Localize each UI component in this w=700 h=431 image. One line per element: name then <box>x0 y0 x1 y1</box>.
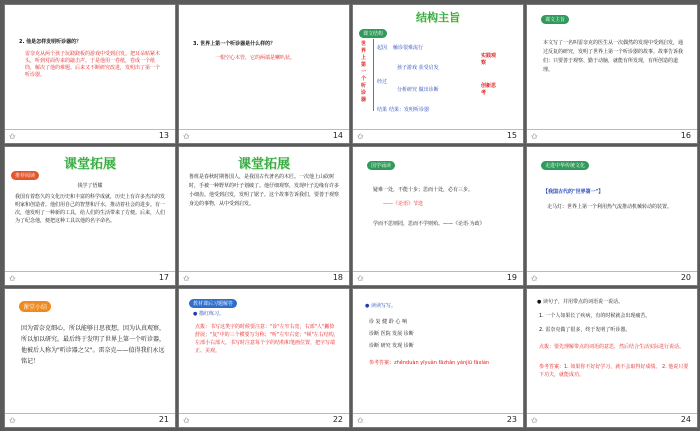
row-label-result: 结果 <box>377 107 388 113</box>
slide-thumbnail-22[interactable] <box>178 288 350 428</box>
question-text: 2. 他是怎样发明听诊器的？ <box>19 39 82 45</box>
slide-content <box>353 147 523 270</box>
example-sentence: 1. 一个人如果长了疾病，有的时候就会出现痛苦。 <box>539 313 651 319</box>
slide-star-icon: ✩ <box>531 132 538 141</box>
structure-note: 实践观察 <box>481 53 497 66</box>
story-text: 鲁班是春秋时期鲁国人，是我国古代著名的木匠。一次他上山砍树时，手被一种野草的叶子划破了。他仔细观察，发现叶子边缘有许多小细齿。他受到启发，发明了锯子。这个故事告诉我们，要善于观察身边的事物，从中受到启发。 <box>189 174 340 207</box>
footer-divider <box>353 271 523 272</box>
answer-text: 雷奈克从两个孩子玩跷跷板的游戏中受到启发。把耳朵贴紧木头，听到对面传来的敲击声。于是他用一卷纸，卷成一个纸筒，解决了他的难题。后来又不断研究改进，发明出了第一个听诊器。 <box>25 51 161 78</box>
slide-content <box>5 147 175 270</box>
slide-content <box>527 147 697 270</box>
footer-divider <box>527 271 697 272</box>
exercise-explanation: 点拨：要先理解带点的词语的意思，然后结合生活实际进行说话。 <box>539 344 685 350</box>
slide-title: 课堂拓展 <box>63 157 116 172</box>
slide-content <box>527 5 697 128</box>
slide-star-icon: ✩ <box>531 274 538 283</box>
question-text: 3. 世界上第一个听诊器是什么样的？ <box>193 41 276 47</box>
slide-content <box>353 289 523 412</box>
section-tag: 走进中华传统文化 <box>541 161 589 170</box>
footer-divider <box>5 413 175 414</box>
slide-content <box>527 289 697 412</box>
exercise-prompt: ● 读句子，并用带点的词语说一说话。 <box>537 299 623 305</box>
slide-number: 16 <box>680 131 691 140</box>
slide-number: 22 <box>332 415 343 424</box>
word-row: 诊断 研究 发现 诊断 <box>369 343 414 349</box>
footer-divider <box>527 413 697 414</box>
slide-content <box>179 289 349 412</box>
exercise-prompt: ● 读读写写。 <box>365 303 396 309</box>
footer-divider <box>353 413 523 414</box>
slide-content <box>353 5 523 128</box>
slide-title: 课堂拓展 <box>237 157 290 172</box>
slide-star-icon: ✩ <box>357 274 364 283</box>
culture-heading: 【我国古代的"世界第一"】 <box>543 189 604 195</box>
row-label-cause: 起因 <box>377 45 388 51</box>
structure-row: 触诊很难流行 <box>393 45 424 51</box>
slide-number: 21 <box>158 415 169 424</box>
culture-text: 走马灯：世界上第一个利用热气流推动机械转动的装置。 <box>547 204 673 210</box>
story-text: 我国有着悠久的文化历史和丰富的科学成就，历史上有许多杰出的发明家和创造者。他们用自己的智慧和汗水，推动着社会的进步。有一次，他发明了一种新的工具，给人们的生活带来了方便。后来，人们为了纪念他，便把这种工具以他的名字命名。 <box>15 194 166 224</box>
footer-divider <box>179 129 349 130</box>
answer-text: 一根空心木管，它的两端是喇叭状。 <box>215 55 296 61</box>
slide-star-icon: ✩ <box>183 274 190 283</box>
slide-star-icon: ✩ <box>531 416 538 425</box>
exercise-explanation: 点拨：书写这类字的时候要注意："诊"左窄右宽，右部"人"撇捺舒展；"复"中的三个横要写匀称；"听"左窄右宽；"顿"左右结构，左部小右部大。书写时注意每个字的结构和笔画位置，把字写端正、美观。 <box>195 324 339 354</box>
slide-number: 24 <box>680 415 691 424</box>
exercise-prompt: ● 描红练习。 <box>193 311 224 317</box>
slide-number: 15 <box>506 131 517 140</box>
footer-divider <box>179 271 349 272</box>
footer-divider <box>5 129 175 130</box>
footer-divider <box>179 413 349 414</box>
slide-thumbnail-20[interactable] <box>526 146 698 286</box>
word-row: 诊断 医院 发展 诊断 <box>369 331 414 337</box>
slide-number: 14 <box>332 131 343 140</box>
recitation-source: ——《论语》节选 <box>383 201 424 207</box>
slide-star-icon: ✩ <box>183 416 190 425</box>
slide-thumbnail-24[interactable] <box>526 288 698 428</box>
slide-content <box>5 5 175 128</box>
story-title: 钱学了悟耀 <box>77 183 103 189</box>
slide-number: 19 <box>506 273 517 282</box>
section-tag: 课堂小结 <box>19 301 51 312</box>
structure-row: 结果：发明听诊器 <box>389 107 430 113</box>
slide-star-icon: ✩ <box>357 416 364 425</box>
slide-content <box>5 289 175 412</box>
footer-divider <box>5 271 175 272</box>
slide-thumbnail-18[interactable] <box>178 146 350 286</box>
section-tag: 教材课后习题解答 <box>189 299 237 308</box>
recitation-line: 疑难一处，不能十步；思而十处，必有三步。 <box>373 187 474 193</box>
footer-divider <box>527 129 697 130</box>
section-tag: 国学诵读 <box>367 161 395 170</box>
reference-answer: 参考答案：zhěnduàn yīyuàn fāzhǎn yánjiū fāxiàn <box>369 360 490 366</box>
slide-number: 18 <box>332 273 343 282</box>
slide-star-icon: ✩ <box>357 132 364 141</box>
section-tag: 推荐阅读 <box>11 171 39 180</box>
section-tag: 课文结构 <box>359 29 387 38</box>
slide-number: 20 <box>680 273 691 282</box>
structure-row: 孩子游戏 获受启发 <box>397 65 439 71</box>
footer-divider <box>353 129 523 130</box>
section-tag: 课文主旨 <box>541 15 569 24</box>
structure-topic: 世界上第一个听诊器 <box>361 41 367 103</box>
slide-number: 23 <box>506 415 517 424</box>
slide-number: 17 <box>158 273 169 282</box>
structure-note: 创新思考 <box>481 83 497 96</box>
slide-thumbnail-19[interactable] <box>352 146 524 286</box>
slide-star-icon: ✩ <box>9 416 16 425</box>
slide-thumbnail-17[interactable] <box>4 146 176 286</box>
slide-content <box>179 147 349 270</box>
example-sentence: 2. 雷奈克做了很多，终于发明了听诊器。 <box>539 327 631 333</box>
structure-bracket <box>373 39 374 111</box>
summary-text: 因为雷奈克细心，所以能够日思夜想，因为认真观察，所以加以研究。最后终于发明了世界上第一个听诊器，他被后人称为"听诊器之父"。雷奈克——值得我们永远铭记！ <box>21 325 166 365</box>
word-row: 诊 复 健 聆 心 响 <box>369 319 407 325</box>
slide-star-icon: ✩ <box>9 274 16 283</box>
summary-text: 本文写了一名叫雷奈克的医生从一次偶然的发现中受到启发，通过反复的研究，发明了世界上第一个听诊器的故事。故事告诉我们：只要善于观察、勤于动脑，就能有所发现，有所创造的道理。 <box>543 40 684 73</box>
slide-content <box>179 5 349 128</box>
slide-star-icon: ✩ <box>183 132 190 141</box>
slide-thumbnail-21[interactable] <box>4 288 176 428</box>
slide-thumbnail-14[interactable] <box>178 4 350 144</box>
reference-answer: 参考答案：1. 如果你不好好学习，就不会取得好成绩。 2. 他说只要下功夫，就能成功。 <box>539 364 689 378</box>
row-label-process: 经过 <box>377 79 388 85</box>
slide-title: 结构主旨 <box>416 11 460 24</box>
slide-thumbnail-16[interactable] <box>526 4 698 144</box>
slide-number: 13 <box>158 131 169 140</box>
recitation-line: 学而不思则罔，思而不学则殆。——《论语·为政》 <box>373 221 485 227</box>
slide-thumbnail-23[interactable] <box>352 288 524 428</box>
structure-row: 分析研究 做出诊断 <box>397 87 439 93</box>
slide-thumbnail-13[interactable] <box>4 4 176 144</box>
slide-thumbnail-15[interactable] <box>352 4 524 144</box>
slide-star-icon: ✩ <box>9 132 16 141</box>
